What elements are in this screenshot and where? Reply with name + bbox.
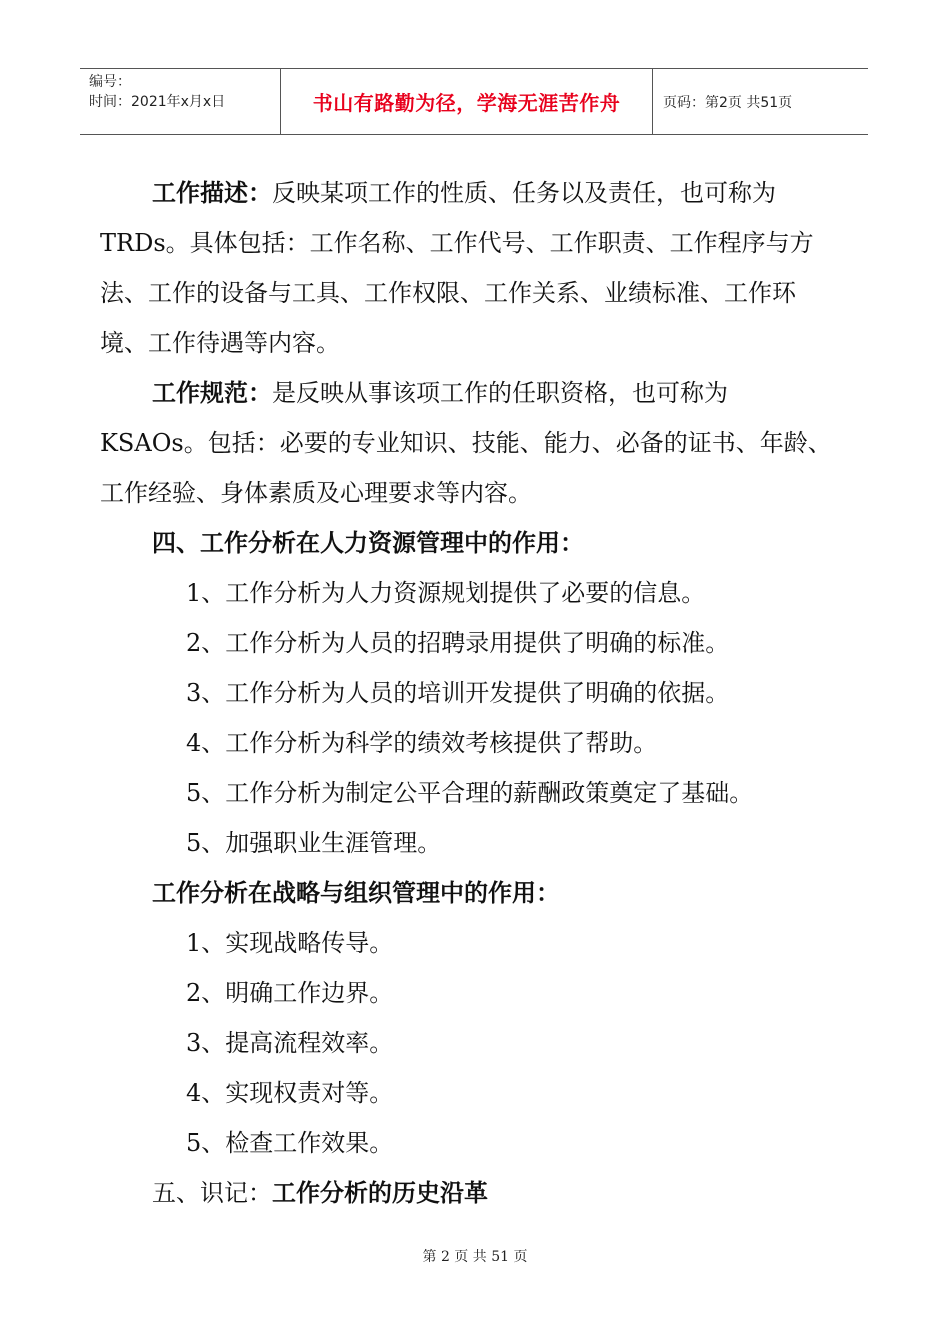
list-item: 2、工作分析为人员的招聘录用提供了明确的标准。 [186, 629, 730, 657]
header-meta [80, 69, 281, 134]
header-date: 时间：2021年x月x日 [89, 94, 226, 110]
list-item: 1、工作分析为人力资源规划提供了必要的信息。 [186, 579, 706, 607]
paragraph-text: 工作经验、身体素质及心理要求等内容。 [100, 479, 532, 507]
list-item: 3、工作分析为人员的培训开发提供了明确的依据。 [186, 679, 730, 707]
header-number-label: 编号： [89, 74, 131, 90]
section-heading-4: 四、工作分析在人力资源管理中的作用： [152, 528, 584, 557]
list-item: 1、实现战略传导。 [186, 929, 394, 957]
header-page-info: 页码：第2页 共51页 [663, 94, 793, 111]
list-item: 2、明确工作边界。 [186, 979, 394, 1007]
term-job-description: 工作描述： [152, 178, 272, 207]
term-job-spec: 工作规范： [152, 378, 272, 407]
list-item: 3、提高流程效率。 [186, 1029, 394, 1057]
paragraph-text: 法、工作的设备与工具、工作权限、工作关系、业绩标准、工作环 [100, 279, 796, 307]
list-item: 5、工作分析为制定公平合理的薪酬政策奠定了基础。 [186, 779, 754, 807]
section-heading-strategy: 工作分析在战略与组织管理中的作用： [152, 878, 560, 907]
section-heading-5 [152, 1178, 912, 1208]
section-5-title: 工作分析的历史沿革 [272, 1178, 488, 1207]
paragraph-job-spec-line [152, 378, 912, 408]
paragraph-text: 反映某项工作的性质、任务以及责任，也可称为 [272, 179, 776, 207]
paragraph-job-description-line [152, 178, 912, 208]
paragraph-text: TRDs。具体包括：工作名称、工作代号、工作职责、工作程序与方 [100, 229, 814, 257]
paragraph-text: 是反映从事该项工作的任职资格，也可称为 [272, 379, 728, 407]
list-item: 4、工作分析为科学的绩效考核提供了帮助。 [186, 729, 658, 757]
section-5-prefix: 五、识记： [152, 1179, 272, 1207]
list-item: 5、检查工作效果。 [186, 1129, 394, 1157]
paragraph-text: 境、工作待遇等内容。 [100, 329, 340, 357]
paragraph-text: KSAOs。包括：必要的专业知识、技能、能力、必备的证书、年龄、 [100, 429, 832, 457]
page-footer: 第 2 页 共 51 页 [422, 1249, 528, 1265]
list-item: 4、实现权责对等。 [186, 1079, 394, 1107]
list-item: 5、加强职业生涯管理。 [186, 829, 442, 857]
header-motto: 书山有路勤为径，学海无涯苦作舟 [281, 69, 653, 134]
page-header [80, 68, 868, 135]
